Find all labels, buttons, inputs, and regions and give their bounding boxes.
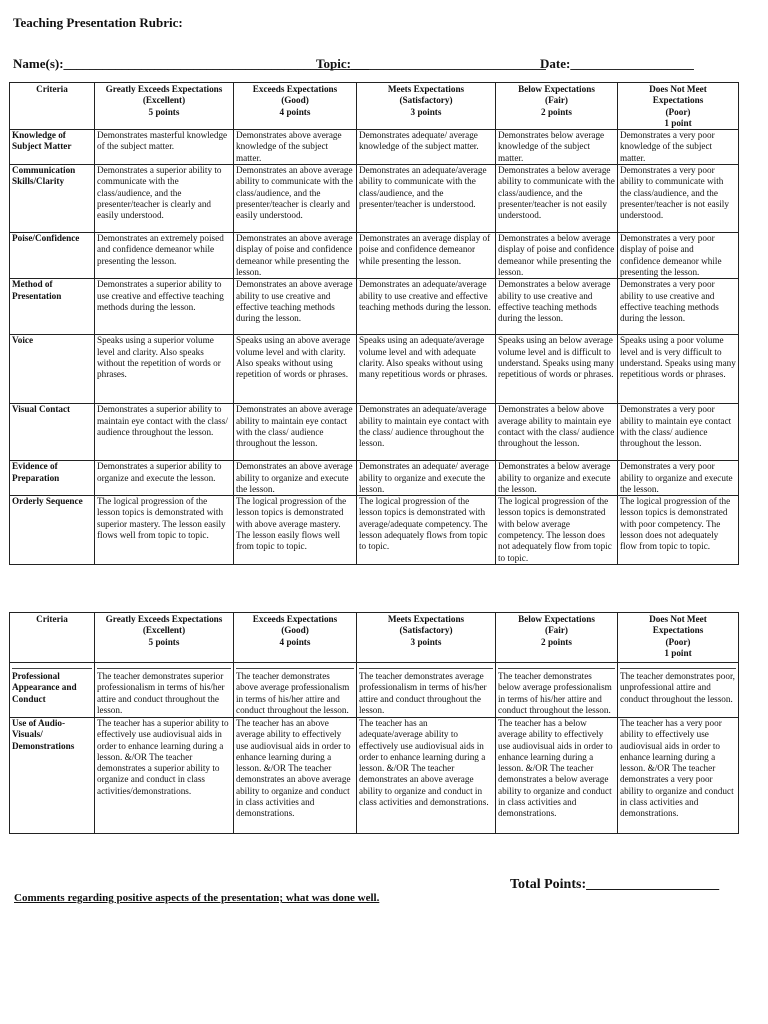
rubric-cell-text: Demonstrates a below above average ability to maintain eye contact with the class/ audience throughout the lesson.: [498, 404, 615, 449]
column-header-line: Greatly Exceeds Expectations: [105, 84, 223, 94]
table-row: [10, 461, 739, 496]
rubric-cell-text: The teacher has a superior ability to effectively use audiovisual aids in order to enhance learning during a lesson. &/OR The teacher demonstrates a superior ability to organize and conduct in class activities/demonstrations.: [97, 718, 229, 796]
rubric-cell: [618, 718, 739, 834]
column-header-line: 2 points: [541, 106, 572, 117]
rubric-cell: [95, 279, 234, 335]
rubric-cell-text: Demonstrates masterful knowledge of the subject matter.: [97, 130, 228, 152]
rubric-cell: [618, 461, 739, 496]
rubric-cell: [95, 233, 234, 279]
rubric-cell: [95, 718, 234, 834]
criterion-cell: [10, 461, 95, 496]
column-header-line: (Excellent): [142, 95, 186, 106]
criterion-label: Professional Appearance and Conduct: [12, 671, 77, 704]
column-header: [496, 613, 618, 663]
column-header-line: Criteria: [36, 84, 68, 94]
rubric-cell-text: Demonstrates an adequate/average ability to use creative and effective teaching methods during the lesson.: [359, 279, 491, 312]
column-header-line: (Satisfactory): [399, 95, 453, 106]
column-header-line: 5 points: [148, 106, 180, 117]
criterion-label: Evidence of Preparation: [12, 461, 60, 483]
rubric-cell-text: Demonstrates an adequate/average ability to communicate with the class/audience, and the presenter/teacher is understood.: [359, 165, 487, 209]
divider: [12, 668, 92, 669]
column-header-line: Meets Expectations: [387, 84, 465, 94]
rubric-cell-text: Demonstrates a below average ability to organize and execute the lesson.: [498, 461, 611, 494]
rubric-cell-text: Demonstrates an above average ability to use creative and effective teaching methods during the lesson.: [236, 279, 353, 324]
rubric-cell-text: Demonstrates a very poor display of poise and confidence demeanor while presenting the lesson.: [620, 233, 722, 277]
rubric-cell: [618, 130, 739, 165]
column-header: [496, 83, 618, 130]
rubric-cell-text: The teacher demonstrates below average professionalism in terms of his/her attire and conduct throughout the lesson.: [498, 671, 612, 715]
column-header-line: (Satisfactory): [399, 625, 453, 636]
rubric-cell-text: Demonstrates a superior ability to maintain eye contact with the class/ audience throughout the lesson.: [97, 404, 228, 437]
rubric-cell: [234, 165, 357, 233]
criterion-cell: [10, 663, 95, 718]
rubric-cell-text: Speaks using a poor volume level and is very difficult to understand. Speaks using many repetitious words or phrases.: [620, 335, 736, 380]
rubric-cell: [357, 404, 496, 461]
rubric-cell: [618, 335, 739, 404]
rubric-cell-text: The teacher demonstrates superior professionalism in terms of his/her attire and conduct throughout the lesson.: [97, 671, 225, 715]
rubric-cell: [357, 718, 496, 834]
rubric-cell: [234, 335, 357, 404]
names-field[interactable]: Name(s):_______________________________________________: [13, 56, 370, 71]
column-header: [234, 613, 357, 663]
divider: [97, 668, 231, 669]
rubric-cell: [357, 279, 496, 335]
rubric-cell-text: Demonstrates a superior ability to use creative and effective teaching methods during the lesson.: [97, 279, 224, 312]
divider: [359, 668, 493, 669]
column-header-line: 1 point: [664, 117, 692, 128]
rubric-cell: [357, 165, 496, 233]
column-header-line: (Excellent): [142, 625, 186, 636]
column-header-line: 2 points: [541, 636, 572, 647]
column-header-line: (Poor): [665, 106, 691, 117]
criterion-cell: [10, 279, 95, 335]
rubric-cell: [95, 165, 234, 233]
column-header-line: 1 point: [664, 647, 692, 658]
rubric-cell-text: Demonstrates a very poor ability to use creative and effective teaching methods during the lesson.: [620, 279, 719, 324]
rubric-cell: [357, 130, 496, 165]
rubric-cell: [496, 718, 618, 834]
rubric-cell: [234, 496, 357, 565]
rubric-cell: [234, 663, 357, 718]
column-header-line: 4 points: [279, 636, 311, 647]
column-header-line: Below Expectations: [518, 84, 595, 94]
criterion-cell: [10, 165, 95, 233]
rubric-cell: [357, 335, 496, 404]
column-header-line: Does Not Meet: [649, 614, 707, 624]
rubric-table-professional: [9, 612, 739, 834]
column-header-line: Expectations: [652, 625, 704, 636]
rubric-cell: [618, 496, 739, 565]
column-header: [95, 83, 234, 130]
rubric-cell: [234, 233, 357, 279]
rubric-cell-text: Demonstrates below average knowledge of the subject matter.: [498, 130, 605, 163]
table-row: [10, 404, 739, 461]
divider: [236, 668, 354, 669]
column-header-line: Expectations: [652, 95, 704, 106]
rubric-cell-text: Demonstrates an adequate/ average ability to organize and execute the lesson.: [359, 461, 489, 494]
column-header-line: (Good): [281, 625, 309, 636]
rubric-cell: [496, 279, 618, 335]
rubric-cell-text: Demonstrates a below average ability to communicate with the class/audience, and the presenter/teacher is not easily understood.: [498, 165, 615, 221]
column-header-line: (Fair): [545, 95, 568, 106]
rubric-cell-text: Demonstrates an average display of poise and confidence demeanor while presenting the lesson.: [359, 233, 491, 266]
rubric-cell: [234, 130, 357, 165]
criterion-cell: [10, 130, 95, 165]
rubric-cell-text: The logical progression of the lesson topics is demonstrated with above average mastery. The lesson easily flows well from topic to topic.: [236, 496, 347, 552]
rubric-cell: [618, 404, 739, 461]
rubric-cell-text: The teacher demonstrates poor, unprofessional attire and conduct throughout the lesson.: [620, 671, 735, 704]
rubric-cell-text: The logical progression of the lesson topics is demonstrated with poor competency. The lesson does not adequately flow from topic to topic.: [620, 496, 731, 552]
rubric-cell-text: Demonstrates an above average ability to maintain eye contact with the class/ audience throughout the lesson.: [236, 404, 353, 449]
column-header-line: Does Not Meet: [649, 84, 707, 94]
rubric-cell: [95, 663, 234, 718]
criterion-label: Poise/Confidence: [12, 233, 80, 244]
column-header: [357, 613, 496, 663]
rubric-cell: [496, 404, 618, 461]
column-header-line: Criteria: [36, 614, 68, 624]
total-points-field[interactable]: Total Points:___________________: [510, 877, 720, 892]
column-header-line: Meets Expectations: [387, 614, 465, 624]
rubric-cell-text: Demonstrates a below average ability to use creative and effective teaching methods during the lesson.: [498, 279, 611, 324]
rubric-cell-text: The teacher has an above average ability to effectively use audiovisual aids in order to enhance learning during a lesson. &/OR The teacher demonstrates an above average ability to organize and conduct in class activities and demonstrations.: [236, 718, 351, 819]
rubric-cell-text: The teacher demonstrates average professionalism in terms of his/her attire and conduct throughout the lesson.: [359, 671, 487, 715]
column-header-line: 5 points: [148, 636, 180, 647]
comments-heading: Comments regarding positive aspects of the presentation; what was done well.: [14, 892, 380, 904]
rubric-cell: [234, 279, 357, 335]
rubric-cell: [95, 496, 234, 565]
rubric-cell-text: Demonstrates adequate/ average knowledge of the subject matter.: [359, 130, 479, 152]
table-row: [10, 718, 739, 834]
table-row: [10, 663, 739, 718]
criterion-label: Orderly Sequence: [12, 496, 83, 507]
rubric-cell-text: The logical progression of the lesson topics is demonstrated with below average competency. The lesson does not adequately flow from topic to topic.: [498, 496, 612, 563]
page-title: Teaching Presentation Rubric:: [13, 15, 183, 30]
column-header: [357, 83, 496, 130]
rubric-cell: [357, 496, 496, 565]
rubric-cell-text: The teacher has a below average ability to effectively use audiovisual aids in order to enhance learning during a lesson. &/OR The teacher demonstrates a below average ability to organize and conduct in class activities and demonstrations.: [498, 718, 613, 819]
column-header: [10, 83, 95, 130]
column-header-line: (Good): [281, 95, 309, 106]
divider: [498, 668, 615, 669]
rubric-cell: [234, 404, 357, 461]
rubric-cell: [234, 461, 357, 496]
criterion-label: Communication Skills/Clarity: [12, 165, 76, 187]
rubric-cell: [496, 233, 618, 279]
rubric-cell: [618, 663, 739, 718]
column-header-line: (Fair): [545, 625, 568, 636]
rubric-cell-text: Speaks using a superior volume level and clarity. Also speaks without the repetition of words or phrases.: [97, 335, 221, 380]
rubric-cell-text: Demonstrates a very poor ability to communicate with the class/audience, and the presenter/teacher is not easily understood.: [620, 165, 729, 221]
date-field[interactable]: Date:___________________: [540, 56, 694, 71]
table-row: [10, 335, 739, 404]
criterion-label: Method of Presentation: [12, 279, 62, 301]
rubric-cell-text: Demonstrates a very poor ability to organize and execute the lesson.: [620, 461, 733, 494]
rubric-cell: [357, 233, 496, 279]
rubric-cell-text: Demonstrates an adequate/average ability to maintain eye contact with the class/ audience throughout the lesson.: [359, 404, 489, 449]
rubric-cell: [496, 663, 618, 718]
rubric-cell-text: Demonstrates a very poor ability to maintain eye contact with the class/ audience throughout the lesson.: [620, 404, 732, 449]
rubric-cell-text: The logical progression of the lesson topics is demonstrated with average/adequate competency. The lesson adequately flows from topic to topic.: [359, 496, 488, 552]
rubric-cell: [618, 165, 739, 233]
table-row: [10, 130, 739, 165]
rubric-cell: [496, 461, 618, 496]
column-header-line: 3 points: [410, 106, 442, 117]
rubric-cell-text: Demonstrates a very poor knowledge of the subject matter.: [620, 130, 715, 163]
rubric-cell: [95, 461, 234, 496]
criterion-cell: [10, 496, 95, 565]
column-header-line: Exceeds Expectations: [252, 84, 338, 94]
criterion-cell: [10, 233, 95, 279]
rubric-cell: [357, 663, 496, 718]
column-header: [10, 613, 95, 663]
rubric-cell-text: Speaks using an below average volume level and is difficult to understand. Speaks using many repetitious of words or phrases.: [498, 335, 614, 380]
column-header: [618, 613, 739, 663]
column-header-line: 4 points: [279, 106, 311, 117]
table-row: [10, 233, 739, 279]
rubric-cell: [496, 165, 618, 233]
column-header-line: (Poor): [665, 636, 691, 647]
rubric-cell-text: Demonstrates an above average display of poise and confidence demeanor while presenting the lesson.: [236, 233, 353, 277]
column-header-line: Below Expectations: [518, 614, 595, 624]
topic-field[interactable]: Topic:______________________________: [316, 56, 546, 71]
rubric-cell-text: Demonstrates a superior ability to organize and execute the lesson.: [97, 461, 222, 483]
column-header: [95, 613, 234, 663]
table-row: [10, 165, 739, 233]
column-header-line: Exceeds Expectations: [252, 614, 338, 624]
rubric-cell-text: Demonstrates an above average ability to communicate with the class/audience, and the presenter/teacher is clearly and easily understood.: [236, 165, 353, 221]
rubric-cell-text: Speaks using an above average volume level and with clarity. Also speaks without using repetition of words or phrases.: [236, 335, 351, 380]
criterion-cell: [10, 718, 95, 834]
column-header-line: 3 points: [410, 636, 442, 647]
rubric-cell-text: Demonstrates a superior ability to communicate with the class/audience, and the presenter/teacher is clearly and easily understood.: [97, 165, 222, 221]
rubric-cell: [618, 279, 739, 335]
table-row: [10, 279, 739, 335]
rubric-cell-text: The teacher demonstrates above average professionalism in terms of his/her attire and conduct throughout the lesson.: [236, 671, 350, 715]
rubric-cell: [357, 461, 496, 496]
rubric-cell-text: Demonstrates an above average ability to organize and execute the lesson.: [236, 461, 353, 494]
rubric-cell: [234, 718, 357, 834]
criterion-label: Knowledge of Subject Matter: [12, 130, 72, 152]
criterion-label: Voice: [12, 335, 34, 346]
rubric-cell: [618, 233, 739, 279]
rubric-cell-text: The teacher has a very poor ability to effectively use audiovisual aids in order to enhance learning during a lesson. &/OR The teacher demonstrates a very poor ability to organize and conduct in class activities and demonstrations.: [620, 718, 734, 819]
rubric-cell-text: Demonstrates an extremely poised and confidence demeanor while presenting the lesson.: [97, 233, 224, 266]
criterion-label: Use of Audio-Visuals/ Demonstrations: [12, 718, 75, 751]
rubric-table-main: [9, 82, 739, 565]
criterion-cell: [10, 335, 95, 404]
column-header-line: Greatly Exceeds Expectations: [105, 614, 223, 624]
criterion-label: Visual Contact: [12, 404, 71, 415]
rubric-cell: [95, 335, 234, 404]
rubric-cell: [95, 404, 234, 461]
rubric-cell-text: Demonstrates a below average display of poise and confidence demeanor while presenting the lesson.: [498, 233, 615, 277]
rubric-cell-text: Demonstrates above average knowledge of the subject matter.: [236, 130, 342, 163]
rubric-cell: [496, 335, 618, 404]
rubric-cell: [496, 130, 618, 165]
rubric-cell: [95, 130, 234, 165]
table-row: [10, 496, 739, 565]
column-header: [234, 83, 357, 130]
criterion-cell: [10, 404, 95, 461]
rubric-cell-text: Speaks using an adequate/average volume level and with adequate clarity. Also speaks without using many repetitious words or phrases.: [359, 335, 488, 380]
rubric-cell-text: The teacher has an adequate/average ability to effectively use audiovisual aids in order to enhance learning during a lesson. &/OR The teacher demonstrates an above average ability to organize and conduct in class activities and demonstrations.: [359, 718, 489, 808]
column-header: [618, 83, 739, 130]
rubric-cell: [496, 496, 618, 565]
rubric-cell-text: The logical progression of the lesson topics is demonstrated with superior mastery. The lesson easily flows well from topic to topic.: [97, 496, 226, 541]
divider: [620, 668, 736, 669]
